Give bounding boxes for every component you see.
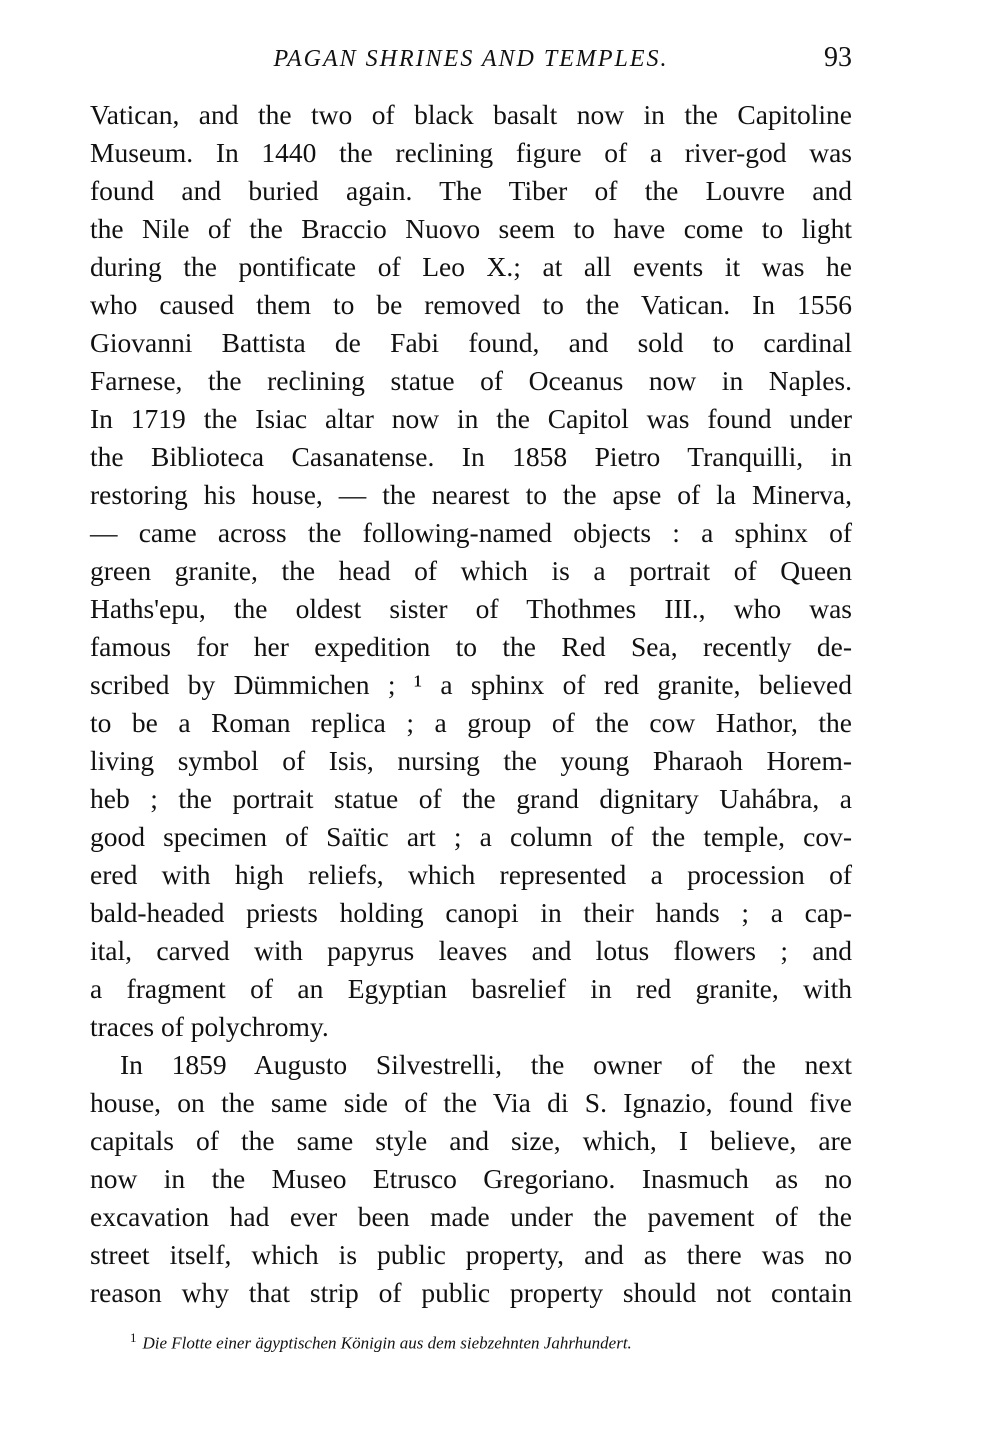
text-line: restoring his house, — the nearest to the apse of la Minerva, bbox=[90, 479, 852, 510]
text-line: the Biblioteca Casanatense. In 1858 Pietro Tranquilli, in bbox=[90, 441, 852, 472]
text-line: ered with high reliefs, which represented a procession of bbox=[90, 859, 852, 890]
text-line: Farnese, the reclining statue of Oceanus now in Naples. bbox=[90, 365, 852, 396]
text-line: In 1859 Augusto Silvestrelli, the owner of the next bbox=[120, 1049, 852, 1080]
text-line: street itself, which is public property, and as there was no bbox=[90, 1239, 852, 1270]
footnote-marker: 1 bbox=[130, 1330, 137, 1345]
text-line: the Nile of the Braccio Nuovo seem to have come to light bbox=[90, 213, 852, 244]
footnote bbox=[130, 1330, 850, 1354]
text-line: traces of polychromy. bbox=[90, 1011, 329, 1042]
text-line: Museum. In 1440 the reclining figure of a river-god was bbox=[90, 137, 852, 168]
text-line: bald-headed priests holding canopi in their hands ; a cap- bbox=[90, 897, 852, 928]
text-line: — came across the following-named objects : a sphinx of bbox=[90, 517, 852, 548]
page-number: 93 bbox=[824, 42, 852, 73]
page-header bbox=[90, 40, 852, 80]
text-line: heb ; the portrait statue of the grand dignitary Uahábra, a bbox=[90, 783, 852, 814]
text-line: found and buried again. The Tiber of the Louvre and bbox=[90, 175, 852, 206]
text-line: scribed by Dümmichen ; ¹ a sphinx of red granite, believed bbox=[90, 669, 852, 700]
text-line: capitals of the same style and size, which, I believe, are bbox=[90, 1125, 852, 1156]
text-line: Haths'epu, the oldest sister of Thothmes III., who was bbox=[90, 593, 852, 624]
text-line: a fragment of an Egyptian basrelief in red granite, with bbox=[90, 973, 852, 1004]
text-line: reason why that strip of public property should not contain bbox=[90, 1277, 852, 1308]
text-line: now in the Museo Etrusco Gregoriano. Inasmuch as no bbox=[90, 1163, 852, 1194]
text-line: Giovanni Battista de Fabi found, and sold to cardinal bbox=[90, 327, 852, 358]
body-text bbox=[90, 96, 852, 1312]
text-line: famous for her expedition to the Red Sea, recently de- bbox=[90, 631, 852, 662]
text-line: living symbol of Isis, nursing the young Pharaoh Horem- bbox=[90, 745, 852, 776]
text-line: green granite, the head of which is a portrait of Queen bbox=[90, 555, 852, 586]
text-line: who caused them to be removed to the Vatican. In 1556 bbox=[90, 289, 852, 320]
text-line: house, on the same side of the Via di S. Ignazio, found five bbox=[90, 1087, 852, 1118]
running-title: PAGAN SHRINES AND TEMPLES. bbox=[273, 46, 669, 72]
text-line: to be a Roman replica ; a group of the cow Hathor, the bbox=[90, 707, 852, 738]
text-line: during the pontificate of Leo X.; at all events it was he bbox=[90, 251, 852, 282]
text-line: good specimen of Saïtic art ; a column of the temple, cov- bbox=[90, 821, 852, 852]
footnote-text: Die Flotte einer ägyptischen Königin aus dem siebzehnten Jahrhundert. bbox=[142, 1333, 632, 1353]
text-line: ital, carved with papyrus leaves and lotus flowers ; and bbox=[90, 935, 852, 966]
text-line: Vatican, and the two of black basalt now in the Capitoline bbox=[90, 99, 852, 130]
text-line: In 1719 the Isiac altar now in the Capitol was found under bbox=[90, 403, 852, 434]
text-line: excavation had ever been made under the pavement of the bbox=[90, 1201, 852, 1232]
